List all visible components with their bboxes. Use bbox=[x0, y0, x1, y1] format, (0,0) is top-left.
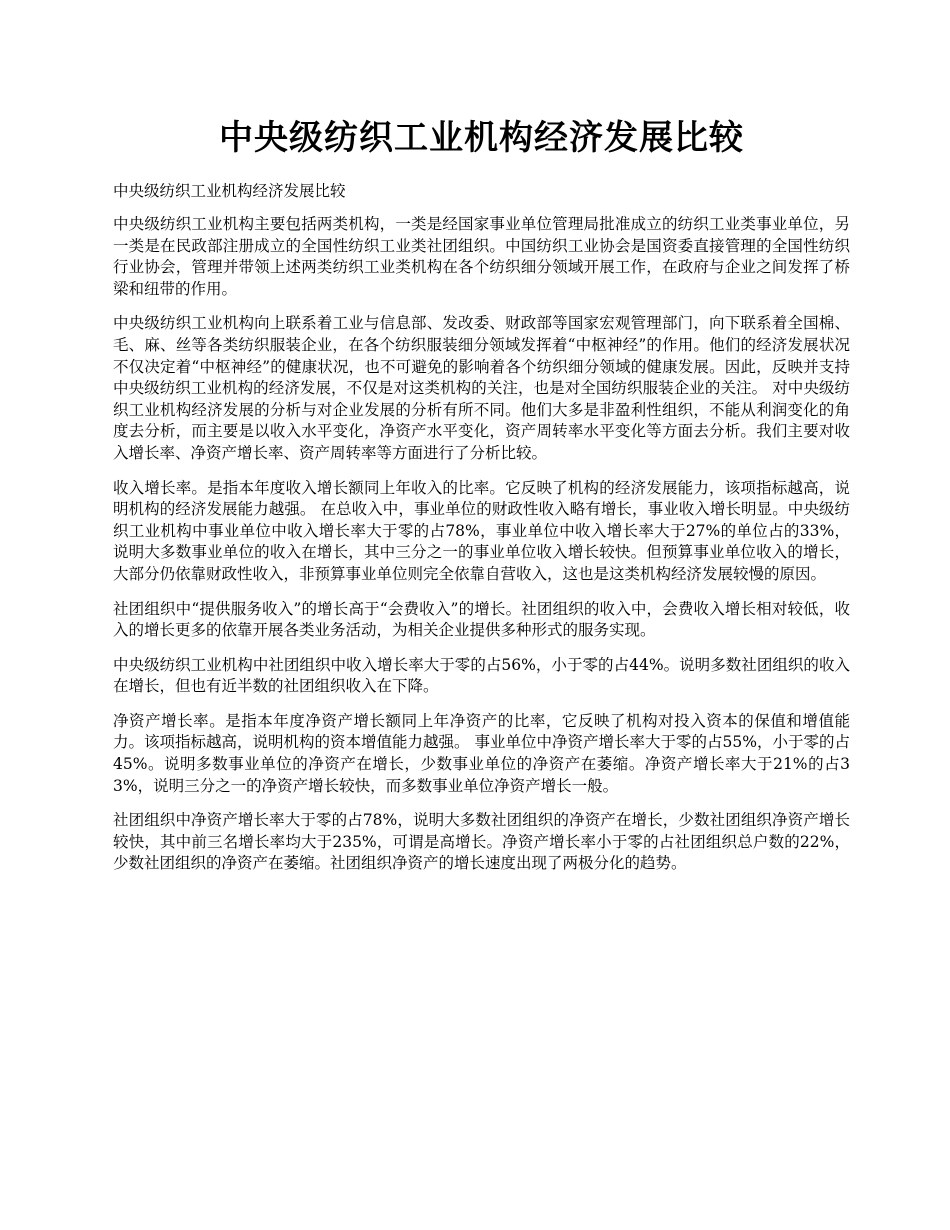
document-title: 中央级纺织工业机构经济发展比较 bbox=[219, 118, 744, 158]
paragraph-income-growth: 收入增长率。是指本年度收入增长额同上年收入的比率。它反映了机构的经济发展能力，该项指标越高，说明机构的经济发展能力越强。 在总收入中，事业单位的财政性收入略有增长，事业收入增长明显。中央级纺织工业机构中事业单位中收入增长率大于零的占78%，事业单位中收入增长率大于27%的单位占的33%，说明大多数事业单位的收入在增长，其中三分之一的事业单位收入增长较快。但预算事业单位收入的增长，大部分仍依靠财政性收入，非预算事业单位则完全依靠自营收入，这也是这类机构经济发展较慢的原因。 bbox=[113, 478, 850, 583]
paragraph-society-income: 中央级纺织工业机构中社团组织中收入增长率大于零的占56%，小于零的占44%。说明多数社团组织的收入在增长，但也有近半数的社团组织收入在下降。 bbox=[113, 655, 850, 696]
paragraph-intro: 中央级纺织工业机构主要包括两类机构，一类是经国家事业单位管理局批准成立的纺织工业类事业单位，另一类是在民政部注册成立的全国性纺织工业类社团组织。中国纺织工业协会是国资委直接管理的全国性纺织行业协会，管理并带领上述两类纺织工业类机构在各个纺织细分领域开展工作，在政府与企业之间发挥了桥梁和纽带的作用。 bbox=[113, 215, 850, 298]
document-page bbox=[113, 112, 850, 888]
paragraph-service-income: 社团组织中“提供服务收入”的增长高于“会费收入”的增长。社团组织的收入中，会费收入增长相对较低，收入的增长更多的依靠开展各类业务活动，为相关企业提供多种形式的服务实现。 bbox=[113, 599, 850, 640]
document-subtitle: 中央级纺织工业机构经济发展比较 bbox=[113, 182, 346, 200]
paragraph-role: 中央级纺织工业机构向上联系着工业与信息部、发改委、财政部等国家宏观管理部门，向下联系着全国棉、毛、麻、丝等各类纺织服装企业，在各个纺织服装细分领域发挥着“中枢神经”的作用。他们的经济发展状况不仅决定着“中枢神经”的健康状况，也不可避免的影响着各个纺织细分领域的健康发展。因此，反映并支持中央级纺织工业机构的经济发展，不仅是对这类机构的关注，也是对全国纺织服装企业的关注。 对中央级纺织工业机构经济发展的分析与对企业发展的分析有所不同。他们大多是非盈利性组织，不能从利润变化的角度去分析，而主要是以收入水平变化，净资产水平变化，资产周转率水平变化等方面去分析。我们主要对收入增长率、净资产增长率、资产周转率等方面进行了分析比较。 bbox=[113, 314, 850, 462]
paragraph-society-net-asset: 社团组织中净资产增长率大于零的占78%，说明大多数社团组织的净资产在增长，少数社团组织净资产增长较快，其中前三名增长率均大于235%，可谓是高增长。净资产增长率小于零的占社团组织总户数的22%，少数社团组织的净资产在萎缩。社团组织净资产的增长速度出现了两极分化的趋势。 bbox=[113, 811, 850, 873]
paragraph-net-asset-growth: 净资产增长率。是指本年度净资产增长额同上年净资产的比率，它反映了机构对投入资本的保值和增值能力。该项指标越高，说明机构的资本增值能力越强。 事业单位中净资产增长率大于零的占55%，小于零的占45%。说明多数事业单位的净资产在增长，少数事业单位的净资产在萎缩。净资产增长率大于21%的占33%，说明三分之一的净资产增长较快，而多数事业单位净资产增长一般。 bbox=[113, 711, 850, 795]
